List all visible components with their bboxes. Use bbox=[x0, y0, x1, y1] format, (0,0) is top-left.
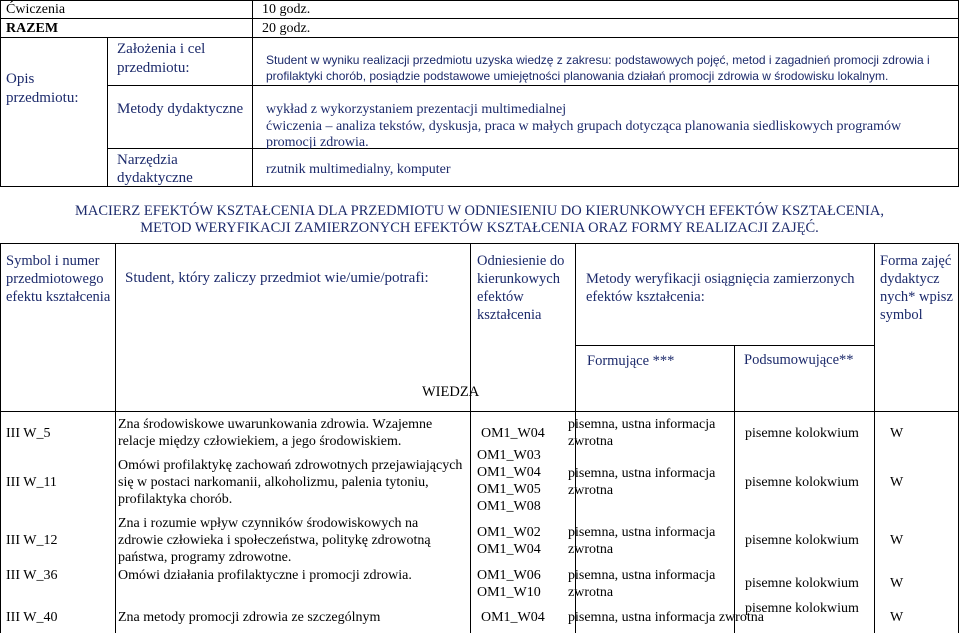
opis-label: Opis przedmiotu: bbox=[6, 71, 79, 106]
row-ref: OM1_W04 bbox=[481, 426, 545, 441]
row-forma: W bbox=[890, 475, 904, 490]
header-odniesienie: Odniesienie do kierunkowych efektów kształcenia bbox=[477, 253, 565, 323]
header-student: Student, który zaliczy przedmiot wie/umie/potrafi: bbox=[125, 270, 429, 286]
rule bbox=[0, 37, 959, 38]
row-ref: OM1_W06 OM1_W10 bbox=[477, 568, 541, 600]
row-text: Omówi profilaktykę zachowań zdrowotnych przejawiających się w postaci narkomanii, alkoholizmu, palenia tytoniu, profilaktyka chorób. bbox=[118, 458, 463, 507]
row-symbol: III W_12 bbox=[6, 533, 58, 548]
matrix-title-line2: METOD WERYFIKACJI ZAMIERZONYCH EFEKTÓW KSZTAŁCENIA ORAZ FORMY REALIZACJI ZAJĘĆ. bbox=[140, 220, 819, 236]
row-symbol: III W_5 bbox=[6, 426, 51, 441]
row-forma: W bbox=[890, 610, 904, 625]
rule bbox=[0, 18, 959, 19]
row-forma: W bbox=[890, 576, 904, 591]
row-formujace: pisemna, ustna informacja zwrotna bbox=[568, 525, 716, 557]
row-symbol: III W_11 bbox=[6, 475, 57, 490]
header-symbol: Symbol i numer przedmiotowego efektu kształcenia bbox=[6, 253, 111, 305]
row-forma: W bbox=[890, 426, 904, 441]
row-formujace: pisemna, ustna informacja zwrotna bbox=[568, 417, 716, 449]
row-ref: OM1_W03 OM1_W04 OM1_W05 OM1_W08 bbox=[477, 448, 541, 514]
rule bbox=[0, 243, 1, 633]
header-wiedza: WIEDZA bbox=[422, 384, 480, 400]
row-podsum: pisemne kolokwium bbox=[745, 475, 859, 490]
rule bbox=[115, 243, 116, 633]
row-ref: OM1_W02 OM1_W04 bbox=[477, 525, 541, 557]
narzedzia-text: rzutnik multimedialny, komputer bbox=[266, 162, 451, 177]
row-forma: W bbox=[890, 533, 904, 548]
hours-razem: 20 godz. bbox=[262, 21, 311, 36]
row-text: Omówi działania profilaktyczne i promocji zdrowia. bbox=[118, 568, 412, 583]
zalozenia-label: Założenia i cel przedmiotu: bbox=[117, 41, 206, 76]
header-forma: Forma zajęć dydaktycz nych* wpisz symbol bbox=[880, 253, 953, 323]
matrix-title-line1: MACIERZ EFEKTÓW KSZTAŁCENIA DLA PRZEDMIOTU W ODNIESIENIU DO KIERUNKOWYCH EFEKTÓW KSZTAŁCENIA, bbox=[75, 203, 884, 219]
header-podsumowujace: Podsumowujące** bbox=[744, 352, 854, 368]
rule bbox=[575, 345, 875, 346]
row-label-cwiczenia: Ćwiczenia bbox=[6, 2, 66, 17]
row-podsum: pisemne kolokwium bbox=[745, 426, 859, 441]
rule bbox=[252, 0, 253, 187]
row-podsum: pisemne kolokwium bbox=[745, 601, 859, 616]
rule bbox=[0, 0, 1, 187]
row-text: Zna i rozumie wpływ czynników środowiskowych na zdrowie człowieka i społeczeństwa, politykę zdrowotną państwa, programy zdrowotne. bbox=[118, 516, 431, 565]
row-podsum: pisemne kolokwium bbox=[745, 533, 859, 548]
metody-line2: ćwiczenia – analiza tekstów, dyskusja, praca w małych grupach dotycząca planowania siedliskowych programów promocji zdrowia. bbox=[266, 119, 902, 150]
row-formujace: pisemna, ustna informacja zwrotna bbox=[568, 610, 764, 625]
metody-label: Metody dydaktyczne bbox=[117, 101, 244, 117]
rule bbox=[874, 243, 875, 633]
rule bbox=[0, 411, 959, 412]
header-metody: Metody weryfikacji osiągnięcia zamierzonych efektów kształcenia: bbox=[586, 271, 855, 305]
row-symbol: III W_40 bbox=[6, 610, 58, 625]
header-formujace: Formujące *** bbox=[587, 353, 675, 369]
rule bbox=[0, 0, 959, 1]
rule bbox=[470, 243, 471, 633]
rule bbox=[107, 37, 108, 187]
rule bbox=[107, 85, 959, 86]
row-podsum: pisemne kolokwium bbox=[745, 576, 859, 591]
hours-cwiczenia: 10 godz. bbox=[262, 2, 311, 17]
rule bbox=[0, 243, 959, 244]
metody-line1: wykład z wykorzystaniem prezentacji multimedialnej bbox=[266, 102, 567, 117]
row-label-razem: RAZEM bbox=[6, 21, 59, 36]
row-ref: OM1_W04 bbox=[481, 610, 545, 625]
row-formujace: pisemna, ustna informacja zwrotna bbox=[568, 568, 716, 600]
zalozenia-text: Student w wyniku realizacji przedmiotu uzyska wiedzę z zakresu: podstawowych pojęć, metod i zagadnień promocji zdrowia i profilaktyki chorób, posiądzie podstawowe umiejętności planowania działań promocji zdrowia w środowisku lokalnym. bbox=[266, 53, 930, 83]
row-text: Zna metody promocji zdrowia ze szczególnym bbox=[118, 610, 381, 625]
row-text: Zna środowiskowe uwarunkowania zdrowia. Wzajemne relacje między człowiekiem, a jego środowiskiem. bbox=[118, 417, 433, 449]
row-symbol: III W_36 bbox=[6, 568, 58, 583]
narzedzia-label: Narzędzia dydaktyczne bbox=[117, 152, 193, 186]
row-formujace: pisemna, ustna informacja zwrotna bbox=[568, 466, 716, 498]
